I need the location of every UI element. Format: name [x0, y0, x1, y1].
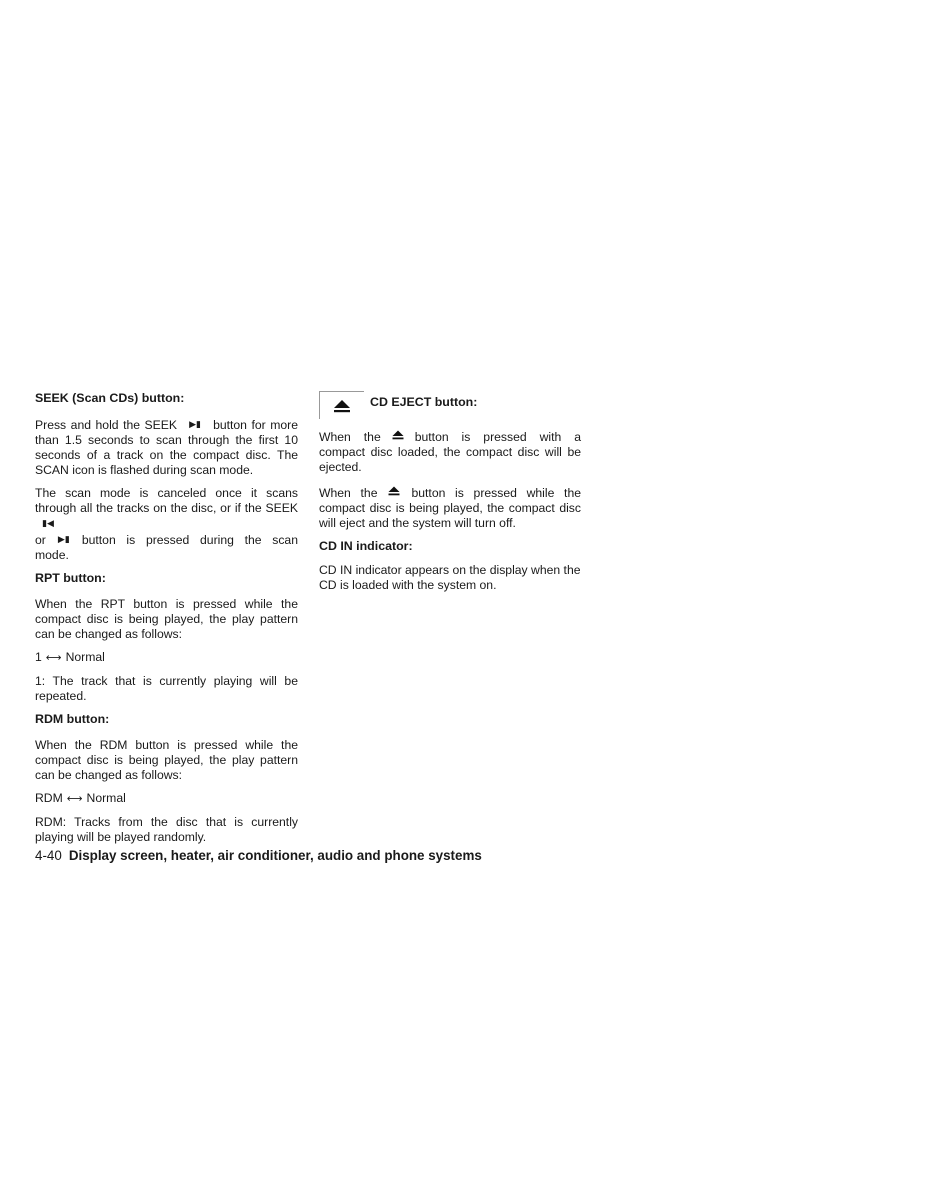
- seek-p1-text-a: Press and hold the SEEK: [35, 418, 178, 432]
- eject-paragraph-2: [319, 485, 581, 531]
- right-column: [319, 391, 581, 601]
- cdin-heading: CD IN indicator:: [319, 539, 413, 553]
- page-number: 4-40: [35, 848, 62, 863]
- rpt-seq-end: Normal: [65, 650, 105, 664]
- rpt-seq-start: 1: [35, 650, 42, 664]
- section-title: Display screen, heater, air conditioner, audio and phone systems: [68, 848, 482, 863]
- seek-paragraph-1: [35, 417, 298, 478]
- rdm-sequence: [35, 791, 298, 807]
- rdm-paragraph-1: When the RDM button is pressed while the compact disc is being played, the play pattern can be changed as follows:: [35, 738, 298, 782]
- rdm-paragraph-2: RDM: Tracks from the disc that is currently playing will be played randomly.: [35, 815, 298, 844]
- left-column: [35, 391, 298, 853]
- eject-icon: [333, 399, 351, 413]
- rpt-paragraph-1: When the RPT button is pressed while the compact disc is being played, the play pattern can be changed as follows:: [35, 597, 298, 641]
- eject-heading-row: [319, 391, 581, 419]
- rpt-paragraph-2: 1: The track that is currently playing will be repeated.: [35, 674, 298, 703]
- eject-icon: [377, 485, 411, 500]
- double-arrow-icon: ⟷: [66, 793, 83, 805]
- next-track-icon: ▶▮: [57, 534, 70, 544]
- seek-heading: SEEK (Scan CDs) button:: [35, 391, 185, 405]
- eject-p2-text-a: When the: [319, 486, 378, 500]
- rpt-heading: RPT button:: [35, 571, 106, 585]
- rpt-sequence: [35, 650, 298, 666]
- eject-icon: [381, 429, 415, 444]
- double-arrow-icon: ⟷: [45, 652, 62, 664]
- seek-p2-text-b: or: [35, 533, 46, 547]
- eject-p2-text-b: button is pressed while the compact disc is being played, the compact disc will eject and the system will turn off.: [319, 486, 582, 530]
- seek-p1-text-b: button for more than 1.5 seconds to scan through the first 10 seconds of a track on the compact disc. The SCAN icon is flashed during scan mode.: [35, 418, 298, 477]
- eject-paragraph-1: [319, 429, 581, 475]
- eject-p1-text-a: When the: [319, 430, 381, 444]
- rdm-seq-end: Normal: [86, 791, 126, 805]
- rdm-seq-start: RDM: [35, 791, 63, 805]
- page-footer: [35, 848, 482, 864]
- eject-icon-box: [319, 391, 364, 419]
- next-track-icon: ▶▮: [189, 419, 202, 429]
- seek-p2-text-a: The scan mode is canceled once it scans through all the tracks on the disc, or if the SEEK: [35, 486, 298, 515]
- cdin-paragraph-1: CD IN indicator appears on the display when the CD is loaded with the system on.: [319, 563, 581, 592]
- eject-p1-text-b: button is pressed with a compact disc loaded, the compact disc will be ejected.: [319, 430, 581, 474]
- seek-p2-text-c: button is pressed during the scan mode.: [35, 533, 298, 562]
- seek-paragraph-2: [35, 486, 298, 563]
- rdm-heading: RDM button:: [35, 712, 110, 726]
- eject-heading: CD EJECT button:: [370, 394, 478, 409]
- previous-track-icon: ▮◀: [42, 518, 54, 528]
